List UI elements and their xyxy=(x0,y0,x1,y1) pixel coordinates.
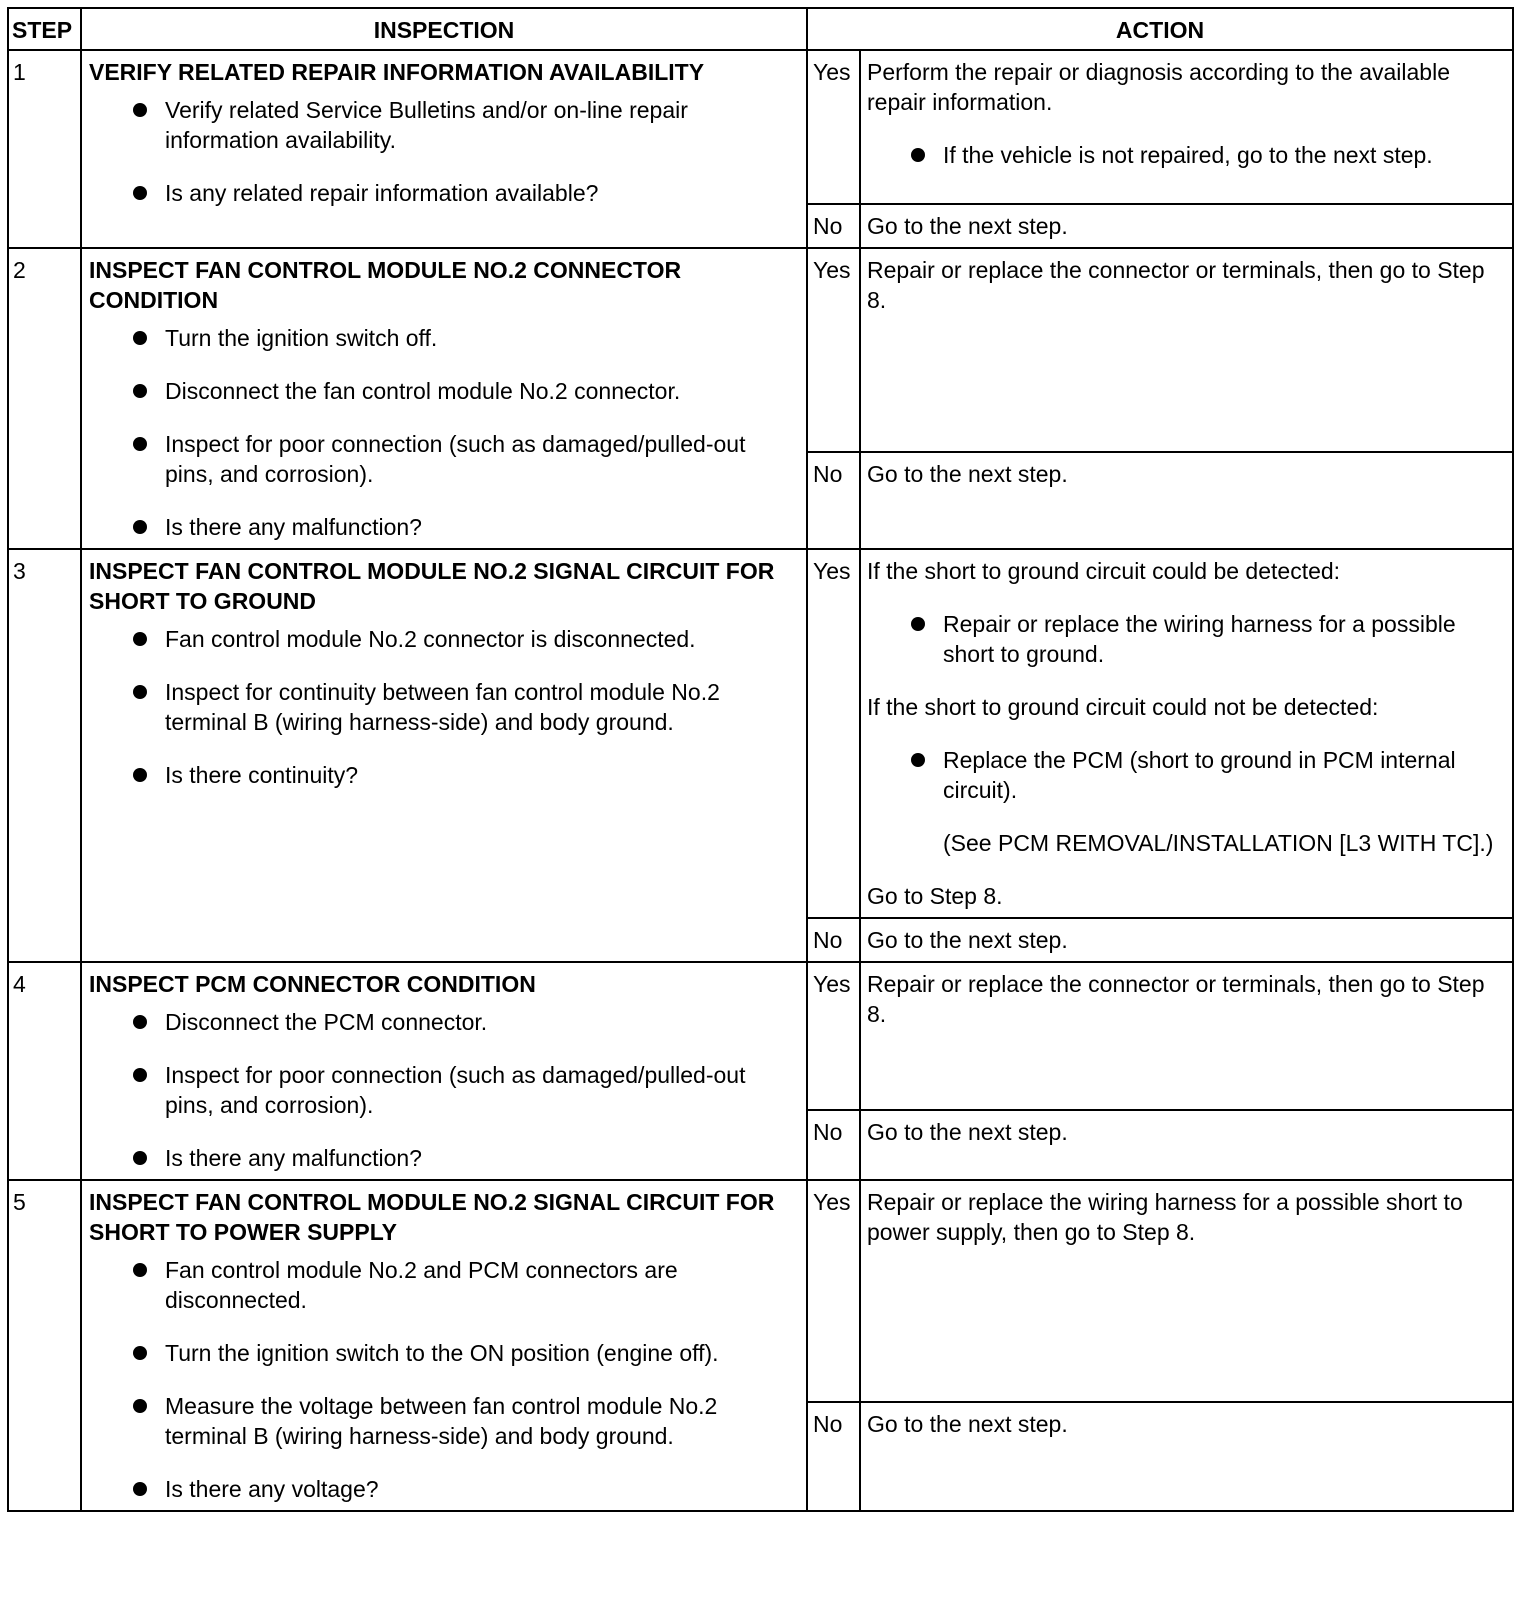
action-text: If the short to ground circuit could not be detected: xyxy=(867,694,1379,720)
step-number: 4 xyxy=(8,962,81,1180)
step-number: 2 xyxy=(8,248,81,549)
bullet-item: Measure the voltage between fan control module No.2 terminal B (wiring harness-side) and body ground. xyxy=(89,1391,788,1451)
action-text: Repair or replace the connector or terminals, then go to Step 8. xyxy=(860,962,1513,1110)
bullet-icon xyxy=(133,103,147,117)
step-3-yes-row xyxy=(8,549,1513,918)
bullet-icon xyxy=(133,1015,147,1029)
step-2-yes-row xyxy=(8,248,1513,452)
yes-label: Yes xyxy=(807,1180,860,1402)
step-4-yes-row xyxy=(8,962,1513,1110)
bullet-icon xyxy=(133,1346,147,1360)
step-3-inspection xyxy=(81,549,807,962)
step-5-inspection xyxy=(81,1180,807,1511)
action-bullets xyxy=(867,609,1498,669)
step-4-inspection xyxy=(81,962,807,1180)
bullet-item: Repair or replace the wiring harness for a possible short to ground. xyxy=(867,609,1498,669)
step-3-yes-action xyxy=(860,549,1513,918)
procedure-table xyxy=(7,7,1514,1512)
step-1-yes-action xyxy=(860,50,1513,204)
no-label: No xyxy=(807,918,860,962)
bullet-icon xyxy=(911,148,925,162)
bullet-item: Disconnect the fan control module No.2 connector. xyxy=(89,376,788,406)
no-label: No xyxy=(807,1110,860,1180)
bullet-item: Inspect for poor connection (such as damaged/pulled-out pins, and corrosion). xyxy=(89,1060,788,1120)
step-1-inspection xyxy=(81,50,807,248)
header-inspection: INSPECTION xyxy=(81,8,807,50)
bullet-icon xyxy=(911,617,925,631)
bullet-item: Is there any voltage? xyxy=(89,1474,788,1504)
bullet-icon xyxy=(133,685,147,699)
bullet-icon xyxy=(133,1263,147,1277)
header-row xyxy=(8,8,1513,50)
step-title: VERIFY RELATED REPAIR INFORMATION AVAILABILITY xyxy=(89,59,705,85)
bullet-item: Inspect for poor connection (such as damaged/pulled-out pins, and corrosion). xyxy=(89,429,788,489)
bullet-icon xyxy=(133,1068,147,1082)
action-text: Go to the next step. xyxy=(860,918,1513,962)
action-text: Go to the next step. xyxy=(860,204,1513,248)
bullet-icon xyxy=(133,1482,147,1496)
header-step: STEP xyxy=(8,8,81,50)
action-text: Perform the repair or diagnosis according to the available repair information. xyxy=(867,59,1450,115)
step-1-yes-row xyxy=(8,50,1513,204)
action-text: Repair or replace the connector or terminals, then go to Step 8. xyxy=(860,248,1513,452)
bullet-item: Is there continuity? xyxy=(89,760,788,790)
inspection-bullets xyxy=(89,1007,788,1173)
bullet-icon xyxy=(133,632,147,646)
bullet-icon xyxy=(133,1151,147,1165)
step-2-inspection xyxy=(81,248,807,549)
bullet-item: Disconnect the PCM connector. xyxy=(89,1007,788,1037)
action-text: Go to Step 8. xyxy=(867,883,1003,909)
bullet-item: Inspect for continuity between fan control module No.2 terminal B (wiring harness-side) and body ground. xyxy=(89,677,788,737)
step-number: 5 xyxy=(8,1180,81,1511)
bullet-icon xyxy=(133,331,147,345)
inspection-bullets xyxy=(89,1255,788,1504)
action-text: Go to the next step. xyxy=(860,1402,1513,1511)
action-text: Repair or replace the wiring harness for a possible short to power supply, then go to Step 8. xyxy=(860,1180,1513,1402)
inspection-bullets xyxy=(89,624,788,790)
yes-label: Yes xyxy=(807,248,860,452)
bullet-item: Is any related repair information available? xyxy=(89,178,788,208)
bullet-item: Verify related Service Bulletins and/or on-line repair information availability. xyxy=(89,95,788,155)
no-label: No xyxy=(807,452,860,549)
reference-note: (See PCM REMOVAL/INSTALLATION [L3 WITH TC].) xyxy=(943,830,1494,856)
bullet-icon xyxy=(133,768,147,782)
step-title: INSPECT PCM CONNECTOR CONDITION xyxy=(89,971,536,997)
step-title: INSPECT FAN CONTROL MODULE NO.2 SIGNAL CIRCUIT FOR SHORT TO POWER SUPPLY xyxy=(89,1189,775,1245)
action-text: Go to the next step. xyxy=(860,1110,1513,1180)
action-text: Go to the next step. xyxy=(860,452,1513,549)
inspection-bullets xyxy=(89,323,788,542)
bullet-item: Turn the ignition switch to the ON position (engine off). xyxy=(89,1338,788,1368)
bullet-icon xyxy=(911,753,925,767)
step-title: INSPECT FAN CONTROL MODULE NO.2 SIGNAL CIRCUIT FOR SHORT TO GROUND xyxy=(89,558,775,614)
bullet-item: Is there any malfunction? xyxy=(89,512,788,542)
bullet-item: If the vehicle is not repaired, go to the next step. xyxy=(867,140,1498,170)
bullet-icon xyxy=(133,437,147,451)
step-number: 1 xyxy=(8,50,81,248)
no-label: No xyxy=(807,204,860,248)
bullet-icon xyxy=(133,520,147,534)
bullet-icon xyxy=(133,186,147,200)
bullet-item: Fan control module No.2 and PCM connectors are disconnected. xyxy=(89,1255,788,1315)
step-5-yes-row xyxy=(8,1180,1513,1402)
yes-label: Yes xyxy=(807,50,860,204)
bullet-item: Replace the PCM (short to ground in PCM internal circuit). xyxy=(867,745,1498,805)
step-number: 3 xyxy=(8,549,81,962)
no-label: No xyxy=(807,1402,860,1511)
yes-label: Yes xyxy=(807,549,860,918)
yes-label: Yes xyxy=(807,962,860,1110)
header-action: ACTION xyxy=(807,8,1513,50)
bullet-item: Is there any malfunction? xyxy=(89,1143,788,1173)
action-bullets xyxy=(867,140,1498,170)
bullet-icon xyxy=(133,1399,147,1413)
step-title: INSPECT FAN CONTROL MODULE NO.2 CONNECTOR CONDITION xyxy=(89,257,682,313)
inspection-bullets xyxy=(89,95,788,208)
bullet-item: Fan control module No.2 connector is disconnected. xyxy=(89,624,788,654)
bullet-item: Turn the ignition switch off. xyxy=(89,323,788,353)
action-bullets xyxy=(867,745,1498,805)
action-text: If the short to ground circuit could be detected: xyxy=(867,558,1341,584)
bullet-icon xyxy=(133,384,147,398)
